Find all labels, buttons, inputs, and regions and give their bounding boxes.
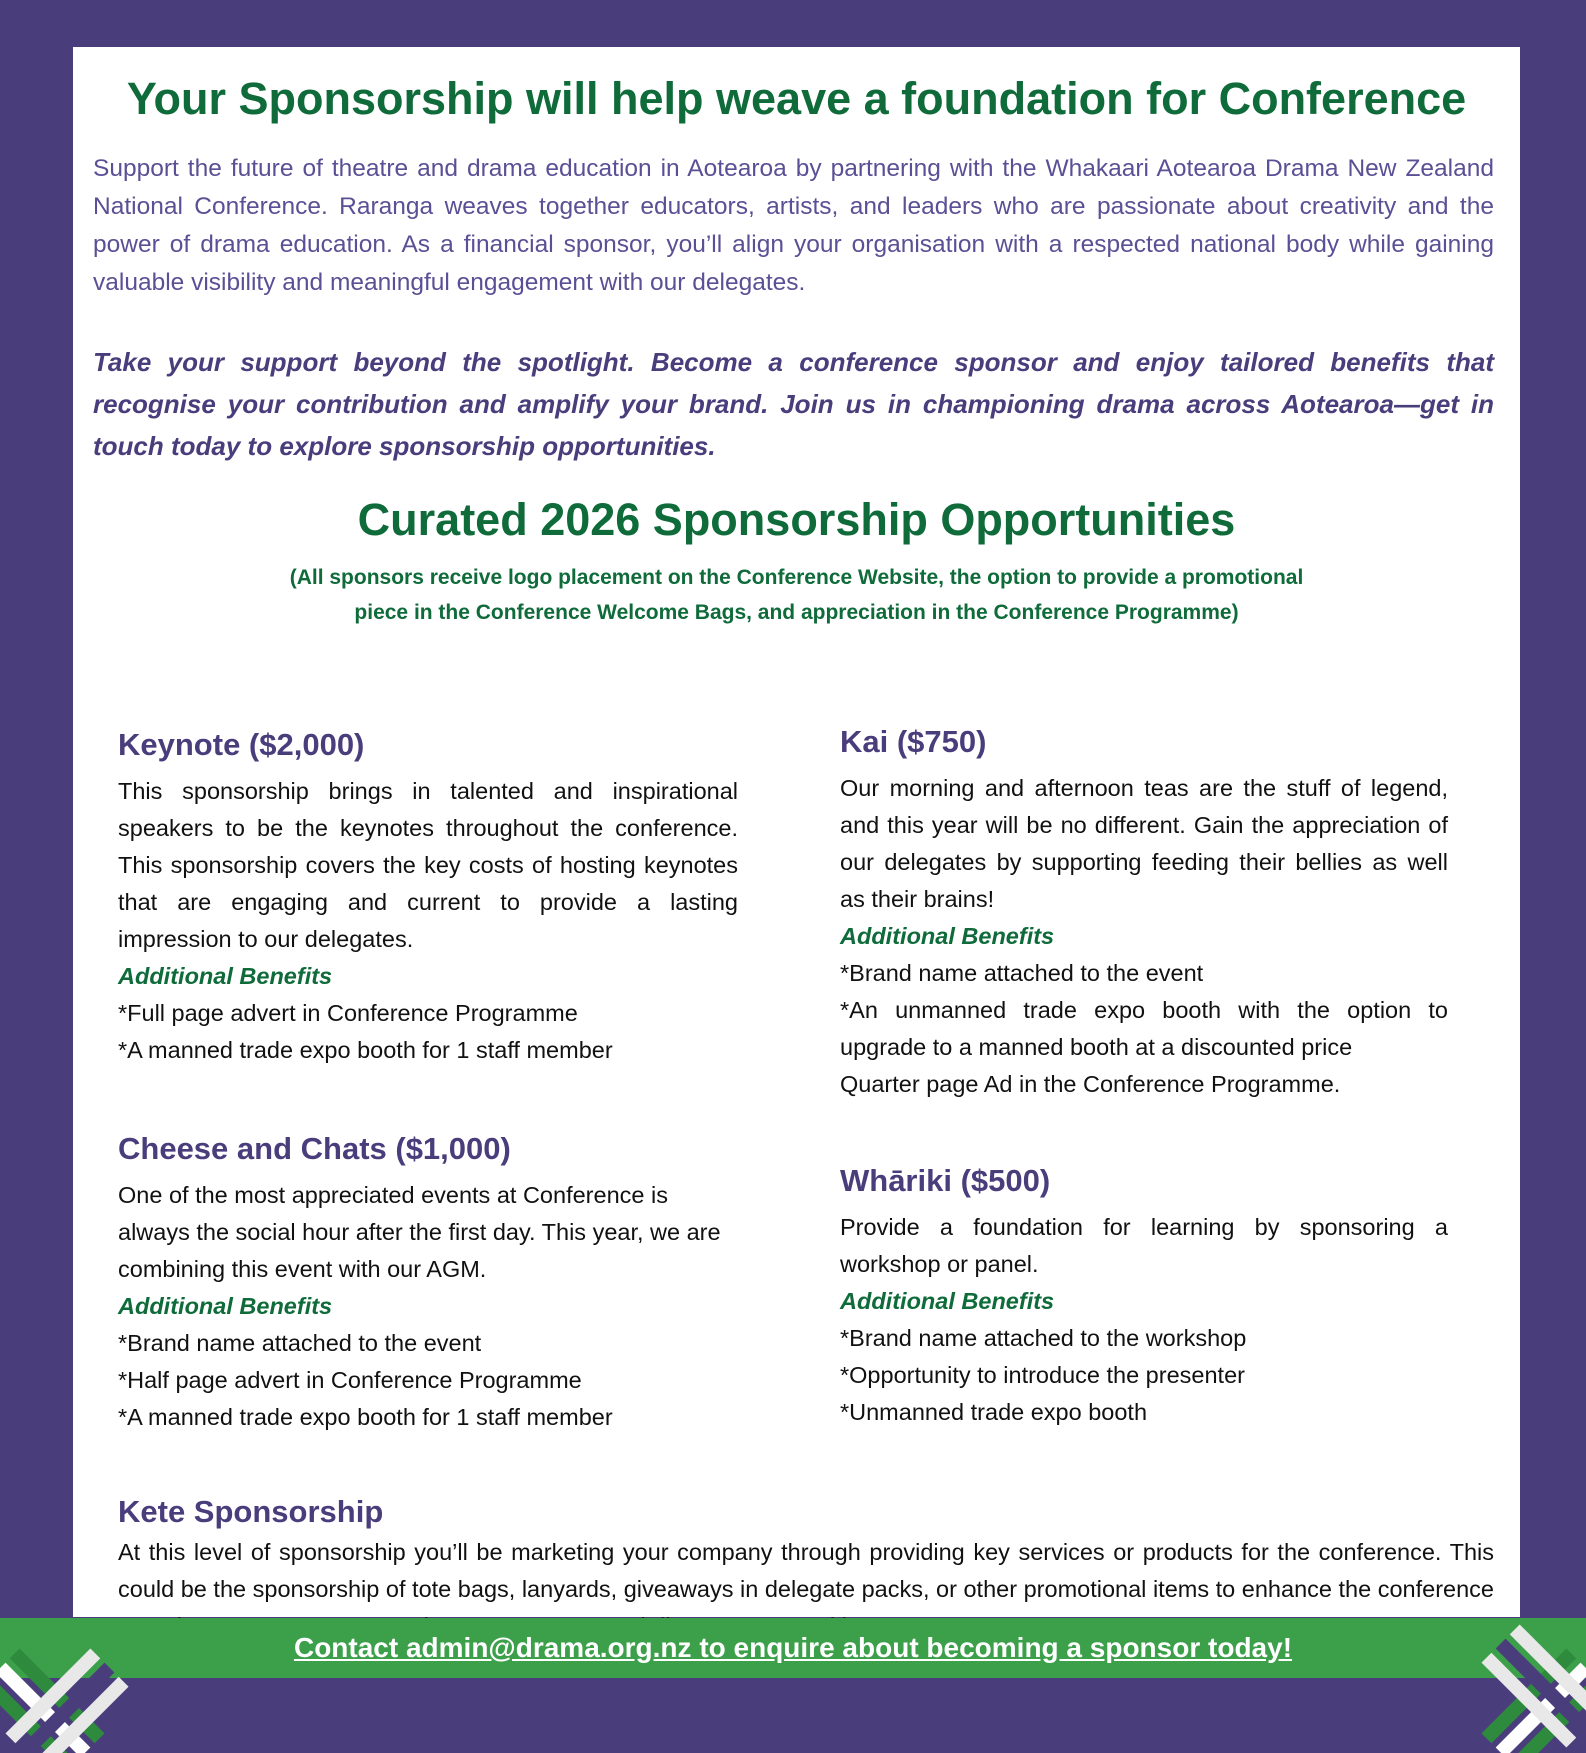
callout-paragraph: Take your support beyond the spotlight. Become a conference sponsor and enjoy tailored benefits that recognise your contribution and amplify your brand. Join us in championing drama across Aotearoa—get in touch today to explore sponsorship opportunities.	[93, 347, 1494, 461]
tier-whariki	[840, 1161, 1448, 1431]
benefit-item: *Opportunity to introduce the presenter	[840, 1362, 1245, 1388]
tier-title: Keynote ($2,000)	[118, 727, 365, 762]
benefit-item: *An unmanned trade expo booth with the option to upgrade to a manned booth at a discounted price	[840, 997, 1448, 1060]
benefits-label: Additional Benefits	[118, 1293, 333, 1319]
section-note-line-1: (All sponsors receive logo placement on the Conference Website, the option to provide a promotional	[289, 566, 1304, 589]
tier-cheese-and-chats	[118, 1129, 738, 1436]
tier-kai	[840, 722, 1448, 1103]
tier-description: This sponsorship brings in talented and inspirational speakers to be the keynotes throughout the conference. This sponsorship covers the key costs of hosting keynotes that are engaging and current to provide a lasting impression to our delegates.	[118, 778, 738, 952]
benefit-item: *Brand name attached to the event	[118, 1330, 482, 1356]
intro-paragraph: Support the future of theatre and drama education in Aotearoa by partnering with the Whakaari Aotearoa Drama New Zealand National Conference. Raranga weaves together educators, artists, and leaders who are passionate about creativity and the power of drama education. As a financial sponsor, you’ll align your organisation with a respected national body while gaining valuable visibility and meaningful engagement with our delegates.	[93, 155, 1494, 296]
tier-description: One of the most appreciated events at Conference is always the social hour after the first day. This year, we are combining this event with our AGM.	[118, 1182, 721, 1282]
benefit-item: *Half page advert in Conference Programme	[118, 1367, 582, 1393]
benefits-label: Additional Benefits	[118, 963, 333, 989]
tier-description: Our morning and afternoon teas are the stuff of legend, and this year will be no different. Gain the appreciation of our delegates by supporting feeding their bellies as well as their brains!	[840, 775, 1448, 912]
section-title: Curated 2026 Sponsorship Opportunities	[357, 494, 1236, 545]
tier-title: Whāriki ($500)	[840, 1163, 1051, 1198]
section-note	[203, 560, 1390, 630]
benefit-item: *Brand name attached to the event	[840, 960, 1204, 986]
flyer-page	[73, 47, 1520, 1617]
benefit-item: *A manned trade expo booth for 1 staff member	[118, 1037, 613, 1063]
benefit-item: *A manned trade expo booth for 1 staff member	[118, 1404, 613, 1430]
contact-email-link[interactable]: Contact admin@drama.org.nz to enquire about becoming a sponsor today!	[293, 1632, 1293, 1663]
benefits-label: Additional Benefits	[840, 923, 1055, 949]
benefit-item: *Unmanned trade expo booth	[840, 1399, 1148, 1425]
benefit-item: Quarter page Ad in the Conference Programme.	[840, 1071, 1341, 1097]
tier-title: Kete Sponsorship	[118, 1494, 384, 1529]
tier-keynote	[118, 725, 738, 1069]
benefit-item: *Full page advert in Conference Programme	[118, 1000, 578, 1026]
benefits-label: Additional Benefits	[840, 1288, 1055, 1314]
weave-pattern-icon	[1456, 1623, 1586, 1753]
weave-pattern-icon	[0, 1623, 130, 1753]
benefit-item: *Brand name attached to the workshop	[840, 1325, 1247, 1351]
page-headline: Your Sponsorship will help weave a foundation for Conference	[126, 73, 1467, 124]
tier-title: Cheese and Chats ($1,000)	[118, 1131, 511, 1166]
tier-title: Kai ($750)	[840, 724, 987, 759]
tier-description: Provide a foundation for learning by sponsoring a workshop or panel.	[840, 1214, 1448, 1277]
section-note-line-2: piece in the Conference Welcome Bags, and appreciation in the Conference Programme)	[354, 601, 1239, 624]
tier-description: At this level of sponsorship you’ll be marketing your company through providing key services or products for the conference. This could be the sponsorship of tote bags, lanyards, giveaways in delegate packs, or other promotional items to enhance the conference	[118, 1539, 1494, 1602]
